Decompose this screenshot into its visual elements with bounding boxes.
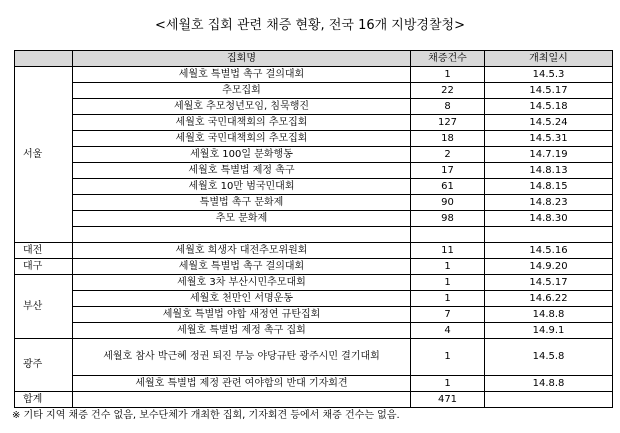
rally-name-cell: 세월호 10만 범국민대회 <box>73 179 411 195</box>
date-cell: 14.5.3 <box>485 67 613 83</box>
count-cell: 127 <box>411 115 485 131</box>
date-cell: 14.9.1 <box>485 323 613 339</box>
count-cell: 2 <box>411 147 485 163</box>
count-cell: 7 <box>411 307 485 323</box>
table-row <box>15 227 613 243</box>
rally-name-cell: 세월호 특별법 촉구 결의대회 <box>73 259 411 275</box>
rally-name-cell: 추모 문화제 <box>73 211 411 227</box>
header-date: 개최일시 <box>485 51 613 67</box>
rally-name-cell: 세월호 특별법 야합 새정연 규탄집회 <box>73 307 411 323</box>
header-evidence-count: 채증건수 <box>411 51 485 67</box>
total-empty-date <box>485 392 613 408</box>
table-row <box>15 211 613 227</box>
date-cell: 14.5.17 <box>485 275 613 291</box>
count-cell: 1 <box>411 376 485 392</box>
count-cell: 1 <box>411 259 485 275</box>
table-row <box>15 99 613 115</box>
count-cell: 1 <box>411 291 485 307</box>
count-cell: 1 <box>411 339 485 376</box>
table-title: <세월호 집회 관련 채증 현황, 전국 16개 지방경찰청> <box>155 18 465 33</box>
table-container <box>14 50 612 408</box>
rally-name-cell: 세월호 100일 문화행동 <box>73 147 411 163</box>
rally-name-cell: 세월호 특별법 제정 관련 여야합의 반대 기자회견 <box>73 376 411 392</box>
rally-name-cell: 세월호 추모청년모임, 침묵행진 <box>73 99 411 115</box>
date-cell: 14.5.24 <box>485 115 613 131</box>
rally-name-cell: 세월호 천만인 서명운동 <box>73 291 411 307</box>
table-row <box>15 163 613 179</box>
table-row <box>15 323 613 339</box>
date-cell: 14.5.17 <box>485 83 613 99</box>
table-row <box>15 115 613 131</box>
table-row <box>15 131 613 147</box>
date-cell: 14.7.19 <box>485 147 613 163</box>
header-region <box>15 51 73 67</box>
count-cell: 18 <box>411 131 485 147</box>
rally-name-cell: 세월호 3차 부산시민추모대회 <box>73 275 411 291</box>
table-row <box>15 195 613 211</box>
date-cell: 14.9.20 <box>485 259 613 275</box>
total-count: 471 <box>411 392 485 408</box>
table-row <box>15 376 613 392</box>
evidence-table <box>14 50 613 408</box>
date-cell: 14.8.23 <box>485 195 613 211</box>
rally-name-cell: 추모집회 <box>73 83 411 99</box>
date-cell: 14.5.31 <box>485 131 613 147</box>
table-row <box>15 291 613 307</box>
table-row <box>15 307 613 323</box>
rally-name-cell: 세월호 특별법 촉구 결의대회 <box>73 67 411 83</box>
rally-name-cell: 세월호 특별법 제정 촉구 <box>73 163 411 179</box>
footnote: ※ 기타 지역 채증 건수 없음, 보수단체가 개최한 집회, 기자회견 등에서 채증 건수는 없음. <box>12 410 400 421</box>
count-cell <box>411 227 485 243</box>
region-cell: 대전 <box>15 243 73 259</box>
table-row <box>15 147 613 163</box>
region-cell: 부산 <box>15 275 73 339</box>
date-cell: 14.6.22 <box>485 291 613 307</box>
count-cell: 17 <box>411 163 485 179</box>
count-cell: 11 <box>411 243 485 259</box>
date-cell: 14.5.18 <box>485 99 613 115</box>
rally-name-cell: 세월호 국민대책회의 추모집회 <box>73 131 411 147</box>
table-row <box>15 243 613 259</box>
rally-name-cell <box>73 227 411 243</box>
table-body <box>15 67 613 408</box>
date-cell: 14.5.8 <box>485 339 613 376</box>
count-cell: 22 <box>411 83 485 99</box>
region-cell: 서울 <box>15 67 73 243</box>
rally-name-cell: 세월호 국민대책회의 추모집회 <box>73 115 411 131</box>
count-cell: 1 <box>411 275 485 291</box>
date-cell: 14.8.8 <box>485 307 613 323</box>
header-rally-name: 집회명 <box>73 51 411 67</box>
rally-name-cell: 세월호 희생자 대전추모위원회 <box>73 243 411 259</box>
table-row <box>15 259 613 275</box>
table-row <box>15 179 613 195</box>
table-row <box>15 275 613 291</box>
count-cell: 90 <box>411 195 485 211</box>
count-cell: 61 <box>411 179 485 195</box>
region-cell: 광주 <box>15 339 73 392</box>
count-cell: 8 <box>411 99 485 115</box>
rally-name-cell: 특별법 촉구 문화제 <box>73 195 411 211</box>
count-cell: 1 <box>411 67 485 83</box>
date-cell: 14.8.15 <box>485 179 613 195</box>
date-cell: 14.5.16 <box>485 243 613 259</box>
region-cell: 대구 <box>15 259 73 275</box>
count-cell: 98 <box>411 211 485 227</box>
date-cell: 14.8.30 <box>485 211 613 227</box>
total-label: 합계 <box>15 392 73 408</box>
table-row <box>15 83 613 99</box>
rally-name-cell: 세월호 참사 박근혜 정권 퇴진 무능 야당규탄 광주시민 결기대회 <box>73 339 411 376</box>
count-cell: 4 <box>411 323 485 339</box>
date-cell: 14.8.13 <box>485 163 613 179</box>
table-header-row <box>15 51 613 67</box>
rally-name-cell: 세월호 특별법 제정 촉구 집회 <box>73 323 411 339</box>
date-cell: 14.8.8 <box>485 376 613 392</box>
date-cell <box>485 227 613 243</box>
table-row <box>15 67 613 83</box>
table-row <box>15 339 613 376</box>
